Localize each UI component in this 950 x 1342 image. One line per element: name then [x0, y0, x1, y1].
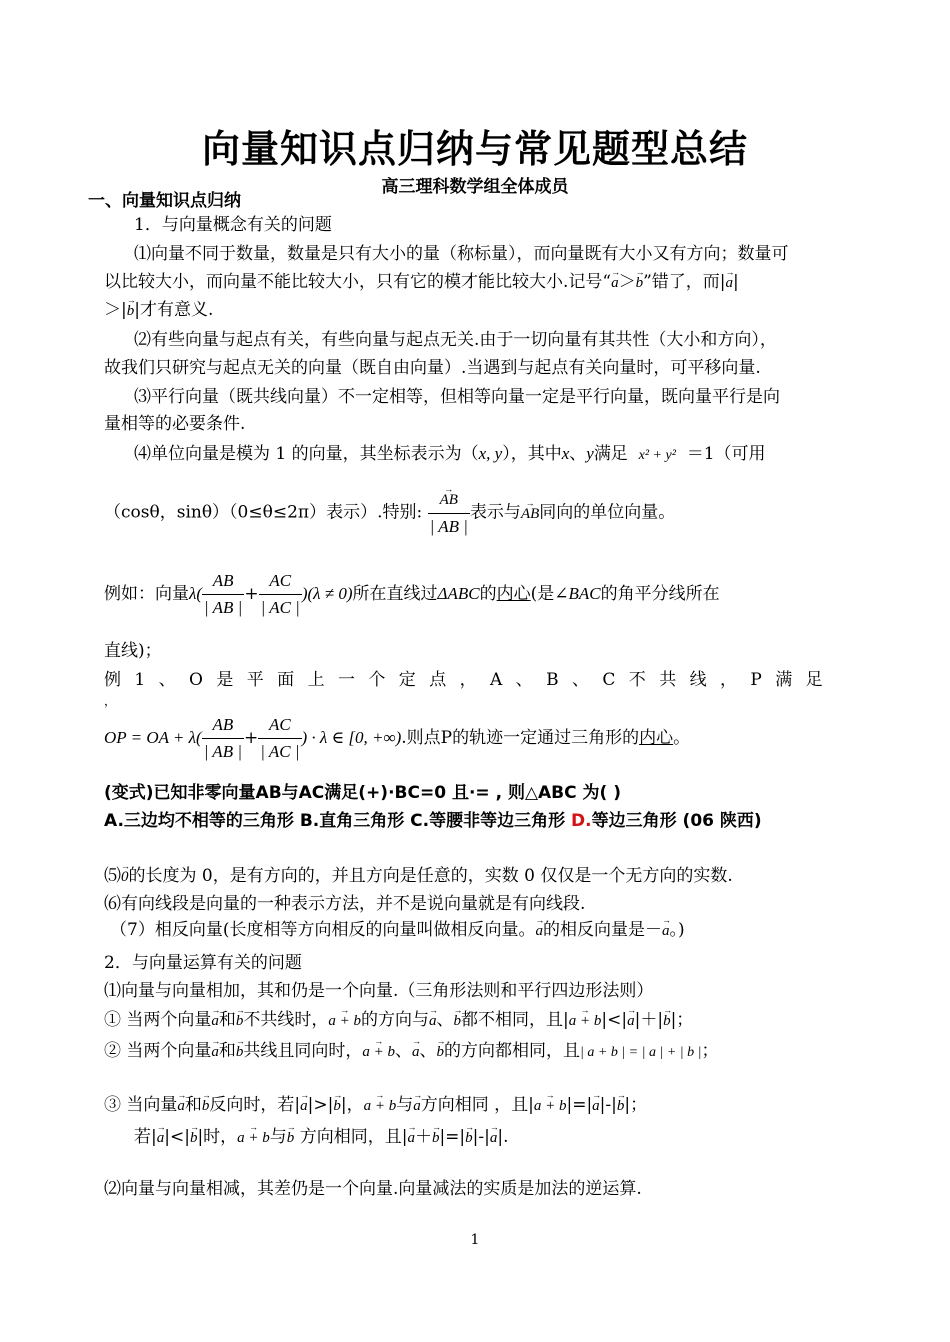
angle-BAC: ∠BAC: [554, 584, 601, 603]
subheading-1: 1．与向量概念有关的问题: [134, 215, 332, 235]
abs-AB: | AB |: [429, 517, 468, 536]
numerator: AB: [202, 568, 244, 595]
text-span: 方向相同 ，且|: [420, 1095, 534, 1115]
text-span: 与: [269, 1127, 287, 1147]
text-span: ① 当两个向量: [104, 1010, 212, 1030]
incenter-term: 内心: [496, 584, 531, 604]
text-span: 例如：向量: [104, 584, 189, 604]
text-span: ⑸: [104, 866, 121, 886]
fraction-AB: [202, 712, 244, 765]
vector-sum: → a + b: [237, 1127, 270, 1149]
text-span: 的角平分线所在: [600, 584, 720, 604]
paragraph-7: [110, 919, 855, 942]
answer-d-marker: D.: [571, 811, 592, 831]
vector-a: → a: [662, 920, 670, 942]
example-1-line-2: [104, 712, 849, 765]
text-span: ），其中: [502, 444, 562, 464]
vector-b: → b: [465, 1127, 473, 1149]
example-1-comma: ，: [104, 694, 117, 708]
vector-a: → a: [211, 1010, 219, 1032]
paragraph-4-line-1: [134, 443, 879, 467]
example-line: [104, 568, 849, 621]
case-3: [104, 1094, 849, 1117]
vector-sum: → a + b: [569, 1010, 602, 1032]
text-span: 同向的单位向量。: [539, 502, 676, 523]
text-span: 共线且同向时，: [243, 1041, 363, 1061]
triangle-ABC: ΔABC: [437, 584, 480, 603]
vector-sum: → a + b: [534, 1095, 567, 1117]
text-span: 和: [218, 1041, 236, 1061]
abs-bar: |: [733, 272, 739, 292]
text-span: .则点P的轨迹一定通过三角形的: [401, 728, 640, 748]
coord-xy: x, y: [478, 444, 503, 463]
vector-sum: → a + b: [364, 1095, 397, 1117]
lambda-close: )(λ ≠ 0): [301, 584, 353, 603]
vector-a: → a: [726, 272, 734, 294]
variant-question: (变式)已知非零向量AB与AC满足(+)·BC=0 且·= , 则△ABC 为( ): [104, 783, 621, 803]
text-span: 都不相同，且|: [461, 1010, 569, 1030]
paragraph-6: ⑹有向线段是向量的一种表示方法，并不是说向量就是有向线段.: [104, 894, 586, 914]
text-span: |时，: [197, 1127, 238, 1147]
paragraph-3-line-2: 量相等的必要条件.: [104, 414, 246, 434]
paragraph-1-line-2: [104, 271, 849, 294]
paragraph-1-line-3: [104, 299, 849, 322]
sum-of-squares: x² + y²: [638, 448, 676, 463]
vector-a: → a: [412, 1041, 420, 1063]
case-1: [104, 1009, 849, 1032]
operation-1: ⑴向量与向量相加，其和仍是一个向量.（三角形法则和平行四边形法则）: [104, 981, 654, 1001]
zero-vector: → 0: [121, 866, 129, 888]
text-span: 的相反向量是－: [542, 920, 662, 940]
unit-vector-fraction: [428, 486, 470, 540]
text-span: |，: [340, 1095, 364, 1115]
page-number: 1: [470, 1232, 480, 1248]
text-span: 所在直线过: [352, 584, 438, 604]
vector-b: → b: [333, 1095, 341, 1117]
numerator: AC: [258, 712, 301, 739]
vector-b: → b: [236, 1041, 244, 1063]
numerator: AC: [259, 568, 302, 595]
vector-a: → a: [611, 272, 619, 294]
text-span: ⑷单位向量是模为 1 的向量，其坐标表示为（: [134, 444, 479, 464]
vector-a: → a: [429, 1010, 437, 1032]
lambda-range: ) · λ ∈ [0, +∞): [301, 728, 402, 747]
denominator: | AC |: [260, 742, 300, 761]
variant-options: [104, 810, 849, 832]
plus-sign: +: [244, 728, 259, 748]
vector-a: → a: [407, 1127, 415, 1149]
paragraph-4-line-2: [104, 486, 849, 540]
section-heading-1: 一、向量知识点归纳: [88, 191, 241, 211]
text-span: |=|: [439, 1127, 466, 1147]
text-span: 的方向都相同，且: [444, 1041, 581, 1061]
abs-bar: |: [121, 300, 127, 320]
text-span: |>|: [307, 1095, 334, 1115]
text-span: 、: [395, 1041, 413, 1061]
page-title: 向量知识点归纳与常见题型总结: [201, 127, 748, 171]
vector-a: → a: [300, 1095, 308, 1117]
vector-b: → b: [190, 1127, 198, 1149]
author-line: 高三理科数学组全体成员: [381, 177, 569, 197]
text-span: 不共线时，: [243, 1010, 329, 1030]
vector-b: → b: [454, 1010, 462, 1032]
text-span: |=|: [566, 1095, 593, 1115]
paragraph-2-line-2: 故我们只研究与起点无关的向量（既自由向量）.当遇到与起点有关向量时，可平移向量.: [104, 358, 761, 378]
vector-b: → b: [236, 1010, 244, 1032]
vector-sum: → a + b: [362, 1041, 395, 1063]
example-line-end: 直线)；: [104, 641, 162, 661]
text-span: 满足: [593, 444, 628, 464]
text-span: ”错了，而|: [643, 272, 726, 292]
text-span: |<|: [601, 1010, 628, 1030]
case-2: [104, 1040, 849, 1064]
text-span: 的长度为 0，是有方向的，并且方向是任意的，实数 0 仅仅是一个无方向的实数.: [128, 866, 733, 886]
vector-a: → a: [535, 920, 543, 942]
numerator: AB: [202, 712, 244, 739]
text-span: |；: [624, 1095, 648, 1115]
fraction-AC: [259, 568, 302, 621]
text-span: ＋: [414, 1127, 432, 1147]
magnitude-sum-equation: | a + b | = | a | + | b |: [580, 1045, 702, 1060]
text-span: 。): [669, 920, 685, 940]
text-span: 与: [396, 1095, 414, 1115]
text-span: (是: [530, 584, 555, 604]
text-span: 方向相同，且|: [294, 1127, 408, 1147]
fraction-AB: [202, 568, 244, 621]
text-span: |才有意义.: [134, 300, 214, 320]
var-x: x: [561, 444, 570, 463]
text-span: 和: [184, 1095, 202, 1115]
vector-a: → a: [627, 1010, 635, 1032]
text-span: |<|: [164, 1127, 190, 1147]
vector-a: → a: [592, 1095, 600, 1117]
text-span: 若|: [134, 1127, 157, 1147]
vector-sum: → a + b: [328, 1010, 361, 1032]
vector-b: → b: [636, 272, 644, 294]
text-span: |＋|: [634, 1010, 664, 1030]
vector-AB: → AB: [440, 487, 458, 513]
vector-b: → b: [617, 1095, 625, 1117]
vector-a: → a: [413, 1095, 421, 1117]
text-span: 和: [218, 1010, 236, 1030]
case-3-continued: [134, 1126, 879, 1149]
text-span: |；: [670, 1010, 694, 1030]
vector-a: → a: [211, 1041, 219, 1063]
vector-AB: → AB: [521, 501, 539, 527]
lambda-open: λ(: [189, 584, 203, 603]
text-span: （cosθ，sinθ）（0≤θ≤2π）表示）.特别:: [104, 502, 423, 523]
denominator: | AB |: [203, 742, 242, 761]
paragraph-1-line-1: ⑴向量不同于数量，数量是只有大小的量（称标量），而向量既有大小又有方向；数量可: [134, 244, 789, 264]
text-span: |.: [497, 1127, 509, 1147]
op-equation: OP = OA + λ(: [104, 728, 202, 747]
text-span: ；: [701, 1041, 719, 1061]
paragraph-3-line-1: ⑶平行向量（既共线向量）不一定相等，但相等向量一定是平行向量，既向量平行是向: [134, 387, 780, 407]
text-span: |-|: [472, 1127, 490, 1147]
vector-a: → a: [177, 1095, 185, 1117]
var-y: y: [586, 444, 594, 463]
text-span: 表示与: [469, 502, 521, 523]
incenter-term: 内心: [639, 728, 674, 748]
text-span: 。: [673, 728, 691, 748]
text-span: 以比较大小，而向量不能比较大小，只有它的模才能比较大小.记号“: [104, 272, 612, 292]
text-span: 的: [479, 584, 497, 604]
text-span: 反向时，若|: [209, 1095, 301, 1115]
plus-sign: +: [244, 584, 259, 604]
vector-a: → a: [157, 1127, 165, 1149]
gt-sign: ＞: [104, 300, 121, 320]
separator: 、: [569, 444, 587, 464]
gt-sign: ＞: [618, 272, 636, 292]
option-d-text: 等边三角形 (06 陕西): [591, 811, 762, 831]
vector-b: → b: [437, 1041, 445, 1063]
vector-b: → b: [663, 1010, 671, 1032]
vector-b: → b: [127, 300, 135, 322]
text-span: 的方向与: [361, 1010, 430, 1030]
text-span: ＝1（可用: [686, 444, 766, 464]
fraction-AC: [258, 712, 301, 765]
vector-b: → b: [432, 1127, 440, 1149]
text-span: ③ 当向量: [104, 1095, 178, 1115]
operation-2: ⑵向量与向量相减，其差仍是一个向量.向量减法的实质是加法的逆运算.: [104, 1179, 642, 1199]
denominator: | AC |: [260, 598, 300, 617]
vector-a: → a: [490, 1127, 498, 1149]
text-span: ② 当两个向量: [104, 1041, 212, 1061]
text-span: |-|: [599, 1095, 617, 1115]
subheading-2: 2．与向量运算有关的问题: [104, 953, 302, 973]
vector-b: → b: [287, 1127, 295, 1149]
denominator: | AB |: [204, 598, 243, 617]
example-1-line-1: 例 1 、 O 是 平 面 上 一 个 定 点 ， A 、 B 、 C 不 共 线 ， P 满 足: [104, 670, 827, 690]
text-span: 、: [436, 1010, 454, 1030]
paragraph-5: [104, 865, 849, 888]
options-a-c: A.三边均不相等的三角形 B.直角三角形 C.等腰非等边三角形: [104, 811, 572, 831]
vector-b: → b: [202, 1095, 210, 1117]
text-span: （7）相反向量(长度相等方向相反的向量叫做相反向量。: [110, 920, 536, 940]
paragraph-2-line-1: ⑵有些向量与起点有关，有些向量与起点无关.由于一切向量有其共性（大小和方向），: [134, 330, 777, 350]
text-span: 、: [419, 1041, 437, 1061]
